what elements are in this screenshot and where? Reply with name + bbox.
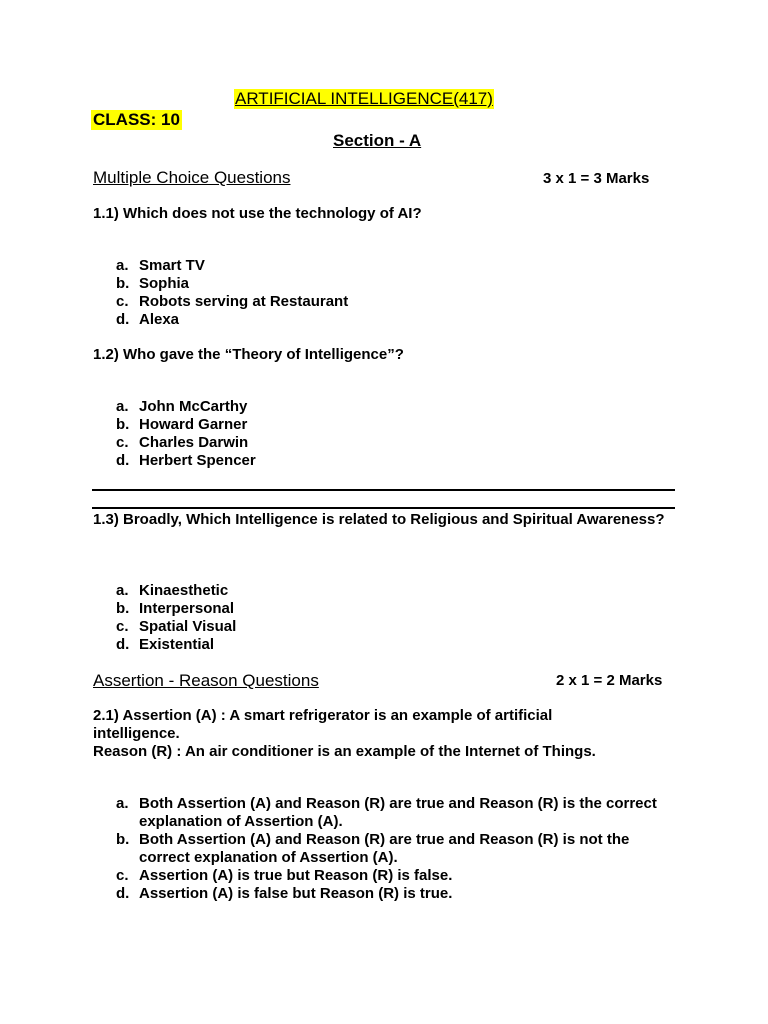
option-a: a. John McCarthy	[116, 398, 248, 415]
mcq-heading: Multiple Choice Questions	[93, 168, 291, 187]
class-label: CLASS: 10	[93, 110, 180, 129]
ar-marks: 2 x 1 = 2 Marks	[556, 672, 663, 689]
question-1-2-options	[116, 398, 256, 470]
option-b: b. Howard Garner	[116, 416, 248, 433]
question-1-1: 1.1) Which does not use the technology of AI?	[93, 205, 422, 222]
option-c: c. Robots serving at Restaurant	[116, 293, 349, 310]
option-a: a. Smart TV	[116, 257, 205, 274]
option-b: b. Sophia	[116, 275, 190, 292]
option-a: a. Kinaesthetic	[116, 582, 229, 599]
option-d: d. Alexa	[116, 311, 180, 328]
question-1-3: 1.3) Broadly, Which Intelligence is related to Religious and Spiritual Awareness?	[93, 511, 665, 528]
ar-heading: Assertion - Reason Questions	[93, 671, 319, 690]
question-1-3-options	[116, 582, 236, 654]
reason-2-1: Reason (R) : An air conditioner is an example of the Internet of Things.	[93, 743, 596, 760]
option-b: b. Both Assertion (A) and Reason (R) are true and Reason (R) is not the correct explanation of Assertion (A).	[116, 831, 630, 866]
assertion-2-1: 2.1) Assertion (A) : A smart refrigerator is an example of artificial intelligence.	[93, 707, 553, 742]
option-d: d. Herbert Spencer	[116, 452, 256, 469]
option-c: c. Assertion (A) is true but Reason (R) is false.	[116, 867, 453, 884]
question-1-1-options	[116, 257, 348, 329]
option-c: c. Spatial Visual	[116, 618, 237, 635]
mcq-marks: 3 x 1 = 3 Marks	[543, 170, 650, 187]
divider-line-top	[92, 489, 675, 491]
option-a: a. Both Assertion (A) and Reason (R) are true and Reason (R) is the correct explanation of Assertion (A).	[116, 795, 657, 830]
section-heading: Section - A	[333, 131, 422, 150]
option-d: d. Existential	[116, 636, 215, 653]
divider-line-bottom	[92, 507, 675, 509]
option-b: b. Interpersonal	[116, 600, 235, 617]
option-c: c. Charles Darwin	[116, 434, 249, 451]
question-2-1-options	[116, 795, 676, 903]
option-d: d. Assertion (A) is false but Reason (R) is true.	[116, 885, 453, 902]
document-title: ARTIFICIAL INTELLIGENCE(417)	[235, 89, 493, 108]
question-1-2: 1.2) Who gave the “Theory of Intelligence”?	[93, 346, 404, 363]
